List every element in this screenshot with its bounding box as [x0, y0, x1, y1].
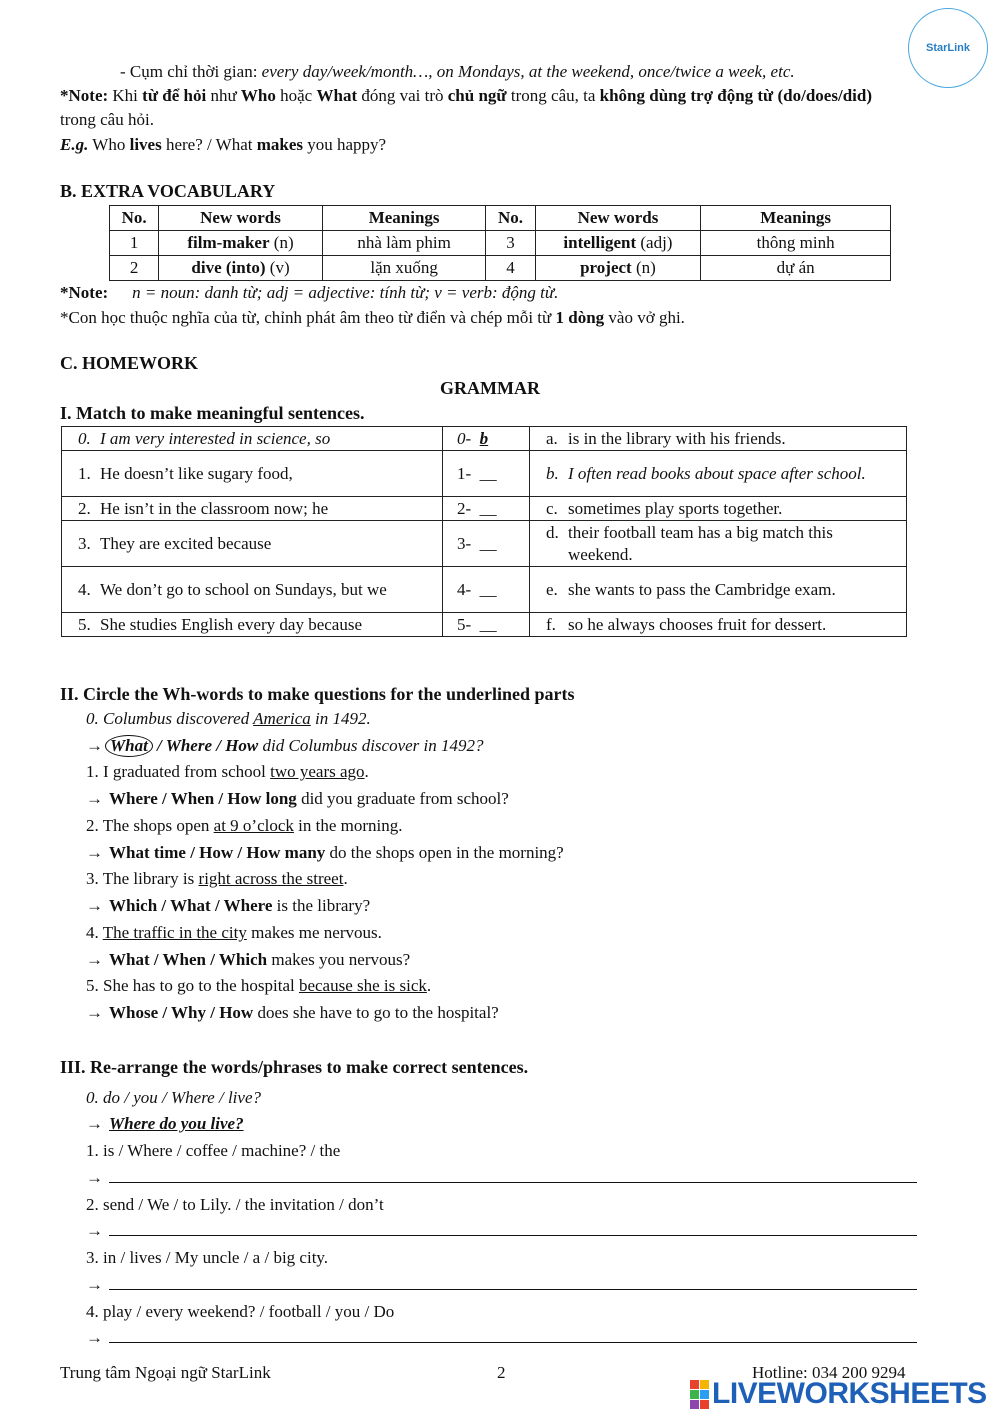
table-row: 1 film-maker (n) nhà làm phim 3 intelligent (adj) thông minh [110, 231, 891, 256]
table-row: 4. We don’t go to school on Sundays, but we 4- __ e. she wants to pass the Cambridge exam. [62, 567, 907, 613]
ex3-answer-line[interactable]: → [86, 1328, 917, 1348]
answer-example: b [479, 428, 489, 448]
ex2-title: II. Circle the Wh-words to make questions for the underlined parts [60, 684, 575, 704]
ex3-question: 4. play / every weekend? / football / you / Do [86, 1302, 395, 1321]
ex2-options[interactable]: → What time / How / How many do the shops open in the morning? [86, 843, 564, 862]
answer-blank[interactable]: __ [479, 614, 497, 634]
ex3-example-answer: → Where do you live? [86, 1114, 244, 1133]
ex2-options[interactable]: → Where / When / How long did you graduate from school? [86, 789, 509, 808]
match-table [61, 426, 907, 637]
table-row: 2 dive (into) (v) lặn xuống 4 project (n) dự án [110, 256, 891, 281]
footer-center-name: Trung tâm Ngoại ngữ StarLink [60, 1363, 271, 1382]
vocab-note: *Note: n = noun: danh từ; adj = adjective: tính từ; v = verb: động từ. [60, 283, 559, 302]
ex2-options[interactable]: → Whose / Why / How does she have to go to the hospital? [86, 1003, 499, 1022]
ex2-options[interactable]: → What / When / Which makes you nervous? [86, 950, 411, 969]
ex1-title: I. Match to make meaningful sentences. [60, 403, 365, 423]
homework-heading: C. HOMEWORK [60, 353, 198, 373]
vocab-table [109, 205, 891, 281]
col-header: New words [159, 206, 323, 231]
vocab-header-row [110, 206, 891, 231]
col-header: No. [486, 206, 535, 231]
note-line-2: trong câu hỏi. [60, 110, 154, 129]
ex2-question: 5. She has to go to the hospital because she is sick. [86, 976, 432, 995]
example-line: E.g. Who lives here? / What makes you happy? [60, 135, 387, 154]
answer-blank[interactable]: __ [479, 498, 497, 518]
vocab-learn: *Con học thuộc nghĩa của từ, chỉnh phát âm theo từ điển và chép mỗi từ 1 dòng vào vở ghi. [60, 308, 685, 327]
table-row: 5. She studies English every day because 5- __ f. so he always chooses fruit for dessert. [62, 613, 907, 637]
page-number: 2 [497, 1363, 506, 1382]
time-phrase-line: - Cụm chỉ thời gian: every day/week/month…, on Mondays, at the weekend, once/twice a week, etc. [120, 62, 795, 81]
note-line: *Note: Khi từ để hỏi như Who hoặc What đóng vai trò chủ ngữ trong câu, ta không dùng trợ động từ (do/does/did) [60, 86, 872, 105]
ex3-title: III. Re-arrange the words/phrases to make correct sentences. [60, 1057, 529, 1077]
ex2-question: 1. I graduated from school two years ago. [86, 762, 369, 781]
table-row: 1. He doesn’t like sugary food, 1- __ b. I often read books about space after school. [62, 451, 907, 497]
footer-hotline: Hotline: 034 200 9294 [752, 1363, 906, 1382]
ex3-question: 2. send / We / to Lily. / the invitation / don’t [86, 1195, 384, 1214]
table-row: 2. He isn’t in the classroom now; he 2- __ c. sometimes play sports together. [62, 497, 907, 521]
starlink-logo: StarLink [908, 8, 988, 88]
col-header: Meanings [322, 206, 486, 231]
answer-blank[interactable]: __ [479, 533, 497, 553]
ex3-question: 1. is / Where / coffee / machine? / the [86, 1141, 341, 1160]
table-row: 3. They are excited because 3- __ d. their football team has a big match this weekend. [62, 521, 907, 567]
ex2-example-question: 0. Columbus discovered America in 1492. [86, 709, 371, 728]
col-header: Meanings [701, 206, 891, 231]
ex2-question: 4. The traffic in the city makes me nervous. [86, 923, 382, 942]
ex2-example-answer: → What / Where / How did Columbus discover in 1492? [86, 736, 484, 755]
ex2-question: 2. The shops open at 9 o’clock in the morning. [86, 816, 403, 835]
ex2-options[interactable]: → Which / What / Where is the library? [86, 896, 371, 915]
answer-blank[interactable]: __ [479, 579, 497, 599]
circled-answer: What [105, 735, 153, 757]
vocab-heading: B. EXTRA VOCABULARY [60, 181, 276, 201]
table-row: 0. I am very interested in science, so 0- b a. is in the library with his friends. [62, 427, 907, 451]
brand-grid-icon [690, 1380, 709, 1409]
ex2-question: 3. The library is right across the street. [86, 869, 348, 888]
answer-blank[interactable]: __ [479, 463, 497, 483]
ex3-question: 3. in / lives / My uncle / a / big city. [86, 1248, 329, 1267]
ex3-answer-line[interactable]: → [86, 1275, 917, 1295]
ex3-example-question: 0. do / you / Where / live? [86, 1088, 261, 1107]
grammar-heading: GRAMMAR [440, 378, 540, 398]
col-header: No. [110, 206, 159, 231]
ex3-answer-line[interactable]: → [86, 1168, 917, 1188]
ex3-answer-line[interactable]: → [86, 1221, 917, 1241]
liveworksheets-logo: LIVEWORKSHEETS [690, 1377, 987, 1411]
col-header: New words [535, 206, 701, 231]
